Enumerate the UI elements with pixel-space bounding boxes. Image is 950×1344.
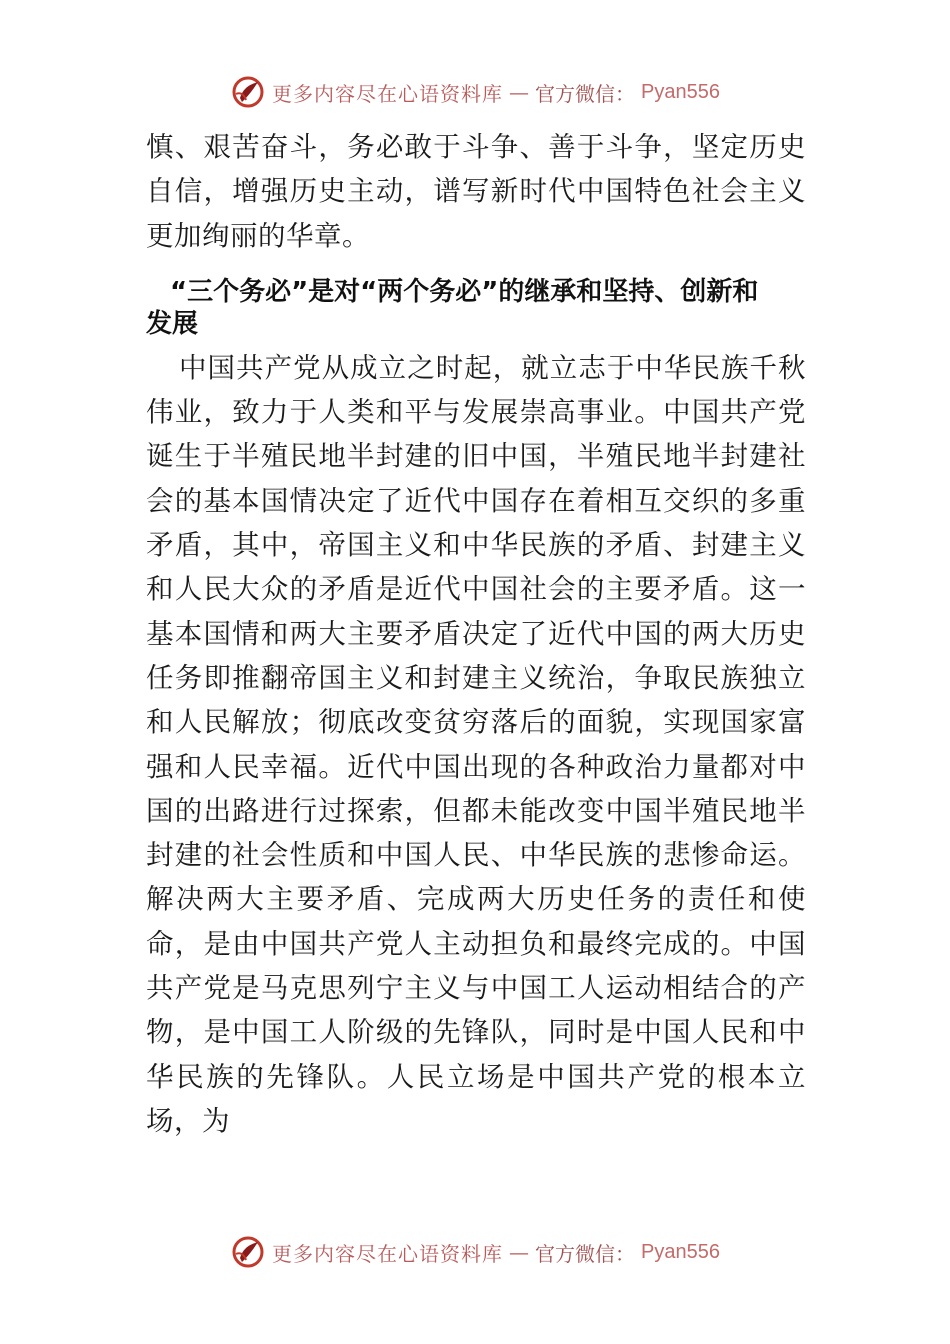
seal-logo-icon [230,74,266,110]
footer-wechat-label: 官方微信： [535,1241,636,1266]
document-body [146,125,806,1143]
page-header-banner [0,70,950,114]
footer-wechat-id: Pyan556 [641,1240,720,1263]
footer-slogan: 更多内容尽在心语资料库 [272,1241,504,1266]
page-footer-banner [0,1230,950,1274]
main-paragraph: 中国共产党从成立之时起，就立志于中华民族千秋伟业，致力于人类和平与发展崇高事业。中国共产党诞生于半殖民地半封建的旧中国，半殖民地半封建社会的基本国情决定了近代中国存在着相互交织的多重矛盾，其中，帝国主义和中华民族的矛盾、封建主义和人民大众的矛盾是近代中国社会的主要矛盾。这一基本国情和两大主要矛盾决定了近代中国的两大历史任务即推翻帝国主义和封建主义统治，争取民族独立和人民解放；彻底改变贫穷落后的面貌，实现国家富强和人民幸福。近代中国出现的各种政治力量都对中国的出路进行过探索，但都未能改变中国半殖民地半封建的社会性质和中国人民、中华民族的悲惨命运。解决两大主要矛盾、完成两大历史任务的责任和使命，是由中国共产党人主动担负和最终完成的。中国共产党是马克思列宁主义与中国工人运动相结合的产物，是中国工人阶级的先锋队，同时是中国人民和中华民族的先锋队。人民立场是中国共产党的根本立场，为 [146,351,806,1137]
header-slogan: 更多内容尽在心语资料库 [272,81,504,106]
section-heading-line2: 发展 [146,308,199,339]
header-wechat-label: 官方微信： [535,81,636,106]
header-wechat-id: Pyan556 [641,80,720,103]
seal-logo-icon [230,1234,266,1270]
section-heading-line1: “三个务必”是对“两个务必”的继承和坚持、创新和 [170,276,759,307]
header-separator: — [509,80,530,104]
section-heading [146,276,806,340]
footer-separator: — [509,1240,530,1264]
intro-paragraph: 慎、艰苦奋斗，务必敢于斗争、善于斗争，坚定历史自信，增强历史主动，谱写新时代中国特色社会主义更加绚丽的华章。 [146,131,806,252]
